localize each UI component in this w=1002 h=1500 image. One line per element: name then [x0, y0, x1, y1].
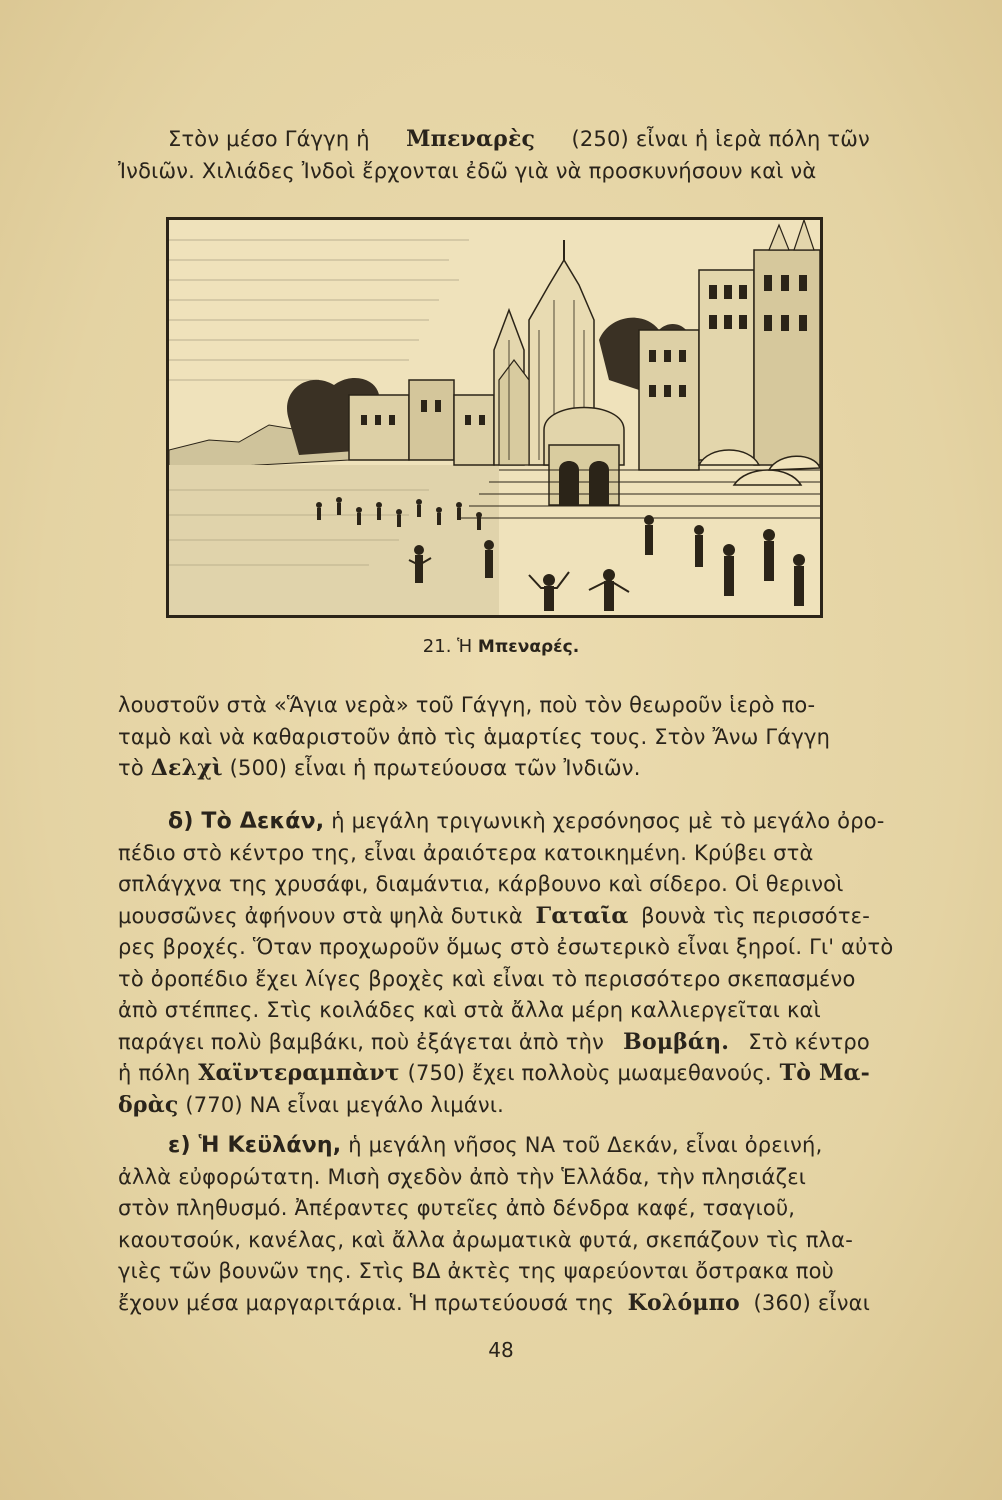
text-run: ἡ μεγάλη νῆσος ΝΑ τοῦ Δεκάν, εἶναι ὀρεινή, — [341, 1133, 823, 1157]
text-run: μουσσῶνες ἀφήνουν στὰ ψηλὰ δυτικὰ — [118, 903, 530, 928]
text-run: βουνὰ τὶς περισσότε- — [634, 903, 870, 928]
text-run: λουστοῦν στὰ «Ἅγια νερὰ» τοῦ Γάγγη, ποὺ τὸν θεωροῦν ἱερὸ πο- — [118, 693, 816, 717]
text-line — [118, 1193, 870, 1225]
figure-caption — [0, 636, 1002, 657]
text-line — [118, 932, 894, 964]
text-run: (250) εἶναι ἡ ἱερὰ πόλη τῶν — [564, 127, 870, 151]
text-run: καουτσούκ, κανέλας, καὶ ἄλλα ἀρωματικὰ φυτά, σκεπάζουν τὶς πλα- — [118, 1227, 853, 1252]
text-line — [118, 806, 885, 838]
text-run: τὸ — [118, 756, 151, 780]
text-line — [118, 1162, 870, 1194]
text-run: (750) ἔχει πολλοὺς μωαμεθανούς. — [400, 1061, 779, 1085]
text-line — [118, 995, 870, 1027]
text-line — [118, 1225, 870, 1257]
text-run: Στὸν μέσο Γάγγη ἡ — [168, 127, 377, 151]
text-line — [118, 753, 870, 785]
text-run: τὸ ὀροπέδιο ἔχει λίγες βροχὲς καὶ εἶναι τὸ περισσότερο σκεπασμένο — [118, 966, 856, 991]
text-run: στὸν πληθυσμό. Ἀπέραντες φυτεῖες ἀπὸ δένδρα καφέ, τσαγιοῦ, — [118, 1196, 796, 1220]
text-run: ἡ μεγάλη τριγωνικὴ χερσόνησος μὲ τὸ μεγάλο ὀρο- — [324, 809, 885, 833]
place-name: Τὸ Μα- — [779, 1060, 870, 1086]
text-line — [118, 869, 870, 901]
paragraph-ceylon — [118, 1130, 870, 1319]
text-line — [118, 964, 870, 996]
place-name: Γαταῖα — [535, 902, 629, 929]
text-run: πέδιο στὸ κέντρο της, εἶναι ἀραιότερα κατοικημένη. Κρύβει στὰ — [118, 840, 814, 865]
caption-number: 21. Ἡ — [422, 636, 473, 657]
text-run: ἔχουν μέσα μαργαριτάρια. Ἡ πρωτεύουσά της — [118, 1290, 621, 1315]
text-line — [118, 901, 870, 933]
text-run: ἡ πόλη — [118, 1061, 198, 1085]
text-run: σπλάγχνα της χρυσάφι, διαμάντια, κάρβουνο καὶ σίδερο. Οἱ θερινοὶ — [118, 872, 844, 896]
text-line — [118, 1256, 870, 1288]
place-name: Χαϊντεραμπὰντ — [198, 1060, 400, 1086]
text-run: Ἰνδιῶν. Χιλιάδες Ἰνδοὶ ἔρχονται ἐδῶ γιὰ νὰ προσκυνήσουν καὶ νὰ — [118, 158, 817, 183]
text-run: παράγει πολὺ βαμβάκι, ποὺ ἐξάγεται ἀπὸ τὴν — [118, 1029, 611, 1054]
text-run: ἀλλὰ εὐφορώτατη. Μισὴ σχεδὸν ἀπὸ τὴν Ἑλλάδα, τὴν πλησιάζει — [118, 1164, 807, 1189]
paragraph-ganges — [118, 690, 870, 785]
place-name: Κολόμπο — [627, 1289, 740, 1316]
place-name: Δελχὶ — [150, 755, 223, 781]
text-run: ρες βροχές. Ὅταν προχωροῦν ὅμως στὸ ἐσωτερικὸ εἶναι ξηροί. Γι' αὐτὸ — [118, 935, 894, 959]
text-run: (500) εἶναι ἡ πρωτεύουσα τῶν Ἰνδιῶν. — [222, 756, 641, 780]
paragraph-deccan — [118, 806, 894, 1121]
text-run: (770) ΝΑ εἶναι μεγάλο λιμάνι. — [178, 1092, 505, 1117]
text-line — [118, 838, 870, 870]
text-line — [118, 1058, 870, 1090]
benares-illustration — [166, 217, 823, 618]
section-heading: δ) Τὸ Δεκάν, — [168, 809, 325, 834]
caption-title: Μπεναρές. — [477, 637, 580, 657]
place-name: Βομβάη. — [623, 1028, 730, 1055]
text-run: ἀπὸ στέππες. Στὶς κοιλάδες καὶ στὰ ἄλλα μέρη καλλιεργεῖται καὶ — [118, 998, 821, 1022]
text-run: γιὲς τῶν βουνῶν της. Στὶς ΒΔ ἀκτὲς της ψαρεύονται ὄστρακα ποὺ — [118, 1259, 834, 1283]
section-heading: ε) Ἡ Κεϋλάνη, — [168, 1133, 342, 1158]
text-line — [118, 1027, 870, 1059]
place-name: δρὰς — [118, 1091, 179, 1118]
text-run: Στὸ κέντρο — [741, 1029, 870, 1054]
text-line — [118, 1130, 870, 1162]
text-run: ταμὸ καὶ νὰ καθαριστοῦν ἀπὸ τὶς ἁμαρτίες τους. Στὸν Ἄνω Γάγγη — [118, 724, 831, 749]
text-run: (360) εἶναι — [746, 1290, 870, 1315]
text-line — [118, 690, 870, 722]
place-name: Μπεναρὲς — [406, 126, 536, 152]
text-line — [118, 1090, 870, 1122]
text-line — [118, 156, 870, 188]
page-number: 48 — [488, 1338, 514, 1362]
text-line — [118, 722, 870, 754]
text-line — [118, 1288, 870, 1320]
paragraph-benares-intro — [118, 124, 870, 187]
text-line — [118, 124, 870, 156]
